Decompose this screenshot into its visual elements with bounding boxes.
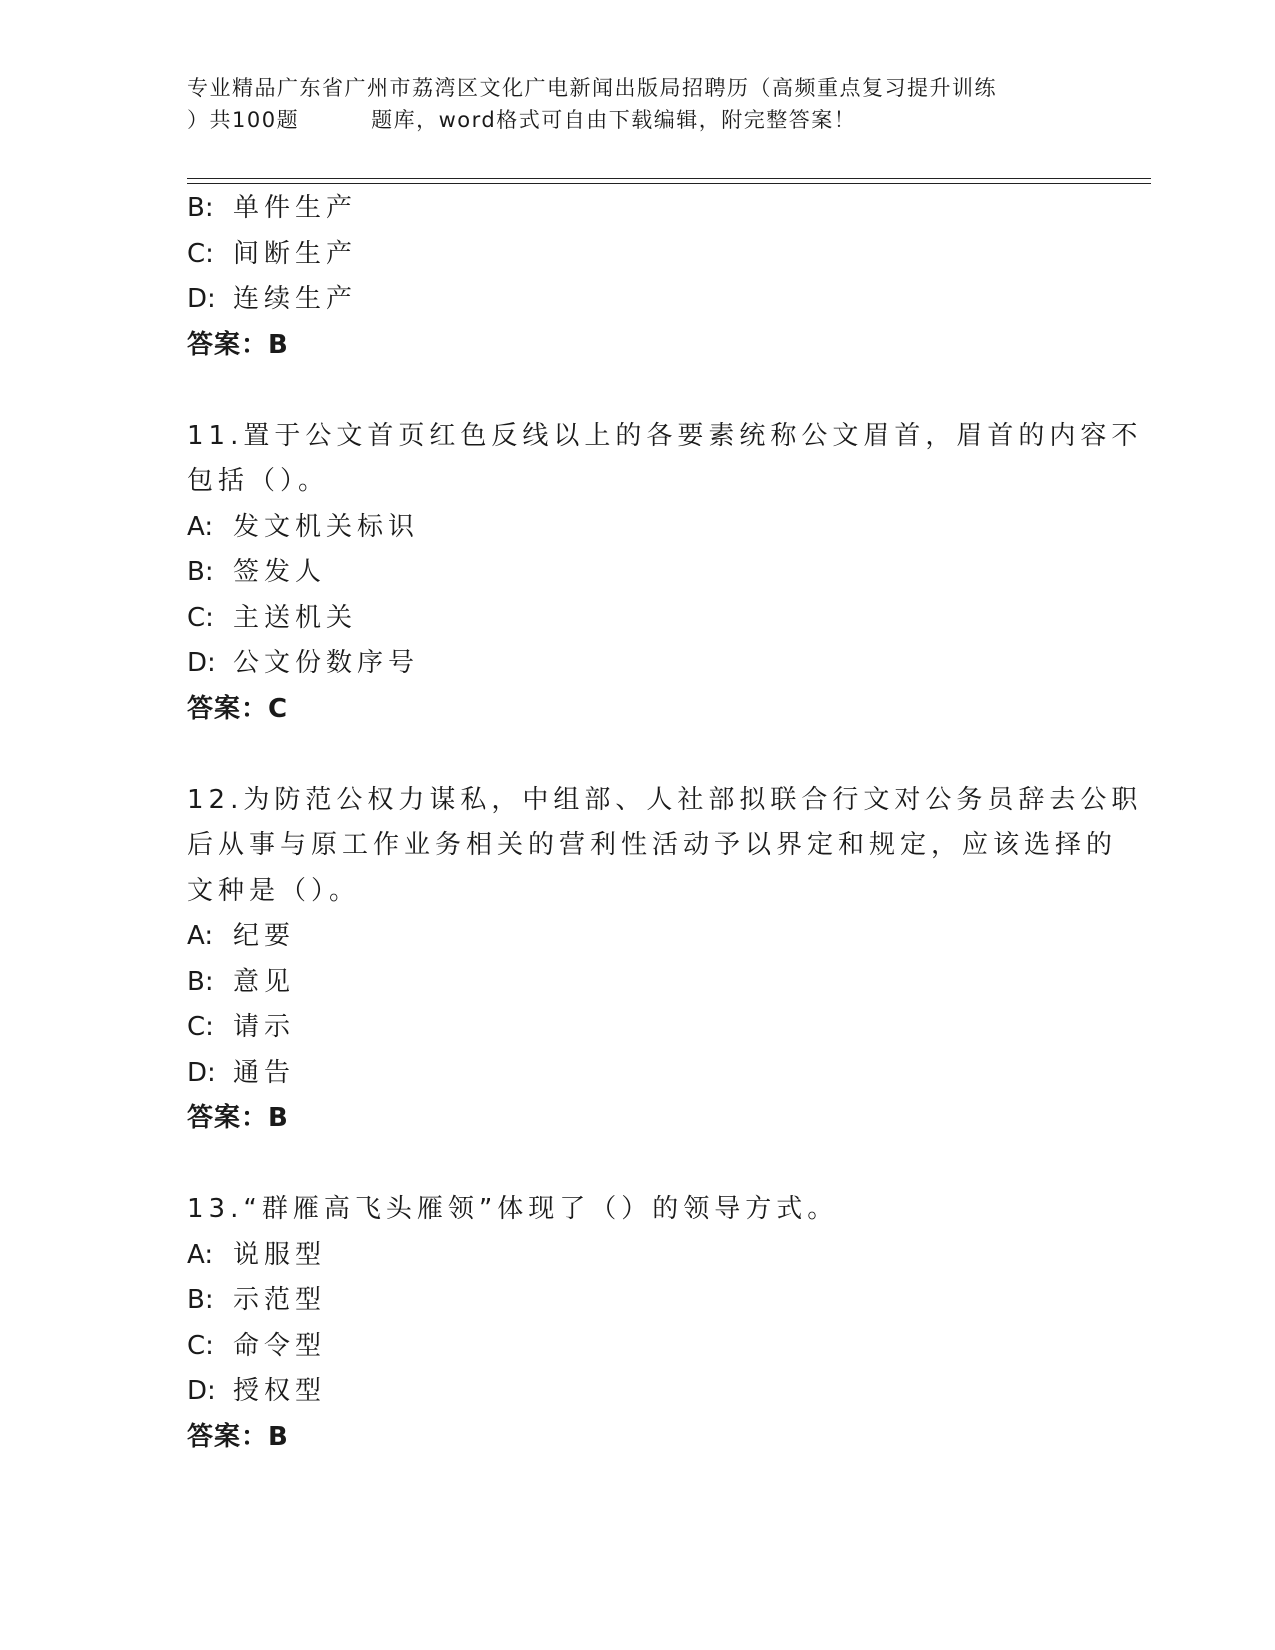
spacer [187, 368, 1087, 414]
question-block-13 [187, 1187, 1087, 1460]
option-key: B: [187, 1285, 214, 1315]
question-stem-line: 11.置于公文首页红色反线以上的各要素统称公文眉首，眉首的内容不 [187, 420, 1143, 451]
option-key: B: [187, 966, 214, 997]
option-text: 通告 [233, 1057, 296, 1088]
option-line [187, 914, 1087, 960]
option-text: 单件生产 [233, 193, 358, 223]
option-text: 主送机关 [233, 602, 358, 633]
option-line [187, 232, 1087, 278]
question-stem-line: 后从事与原工作业务相关的营利性活动予以界定和规定，应该选择的 [187, 830, 1118, 860]
option-key: B: [187, 193, 214, 223]
option-line [187, 1278, 1087, 1324]
option-text: 示范型 [233, 1285, 327, 1315]
header-divider-top [187, 178, 1151, 179]
option-text: 公文份数序号 [233, 648, 420, 678]
option-key: D: [187, 648, 216, 678]
header-divider-bottom [187, 183, 1151, 184]
question-block-11 [187, 414, 1143, 733]
option-key: D: [187, 1057, 216, 1088]
question-stem-line: 文种是（）。 [187, 875, 361, 906]
document-header [187, 72, 1087, 136]
option-line [187, 1051, 1087, 1097]
spacer [187, 1142, 1087, 1188]
option-key: A: [187, 921, 214, 951]
option-line [187, 1369, 1087, 1415]
question-block-prev [187, 186, 1087, 368]
answer-line: 答案：B [187, 1421, 289, 1452]
question-stem-line: 包括（）。 [187, 466, 330, 496]
header-title-line2 [187, 104, 1087, 136]
option-key: A: [187, 1239, 214, 1270]
header-title-line1: 专业精品广东省广州市荔湾区文化广电新闻出版局招聘历（高频重点复习提升训练 [187, 76, 997, 100]
option-key: C: [187, 1012, 214, 1042]
question-block-12 [187, 778, 1143, 1142]
option-key: D: [187, 1376, 216, 1406]
question-stem-line: 12.为防范公权力谋私，中组部、人社部拟联合行文对公务员辞去公职 [187, 784, 1143, 815]
option-line [187, 1324, 1087, 1370]
answer-line: 答案：B [187, 1103, 289, 1133]
option-key: B: [187, 557, 214, 587]
spacer [187, 732, 1087, 778]
option-text: 连续生产 [233, 284, 358, 314]
option-key: C: [187, 602, 214, 633]
option-text: 发文机关标识 [233, 511, 420, 542]
option-text: 说服型 [233, 1239, 327, 1270]
question-stem-line: 13.“群雁高飞头雁领”体现了（）的领导方式。 [187, 1194, 839, 1224]
option-text: 签发人 [233, 557, 327, 587]
option-key: C: [187, 238, 214, 269]
answer-line: 答案：C [187, 693, 289, 724]
option-text: 间断生产 [233, 238, 358, 269]
answer-line: 答案：B [187, 329, 289, 360]
option-line [187, 1005, 1087, 1051]
option-key: C: [187, 1330, 214, 1361]
option-line [187, 960, 1087, 1006]
option-text: 命令型 [233, 1330, 327, 1361]
header-title-part-b: 题库，word格式可自由下载编辑，附完整答案！ [371, 108, 857, 132]
option-line [187, 505, 1087, 551]
option-key: D: [187, 284, 216, 314]
option-line [187, 1233, 1087, 1279]
header-title-part-a: ）共100题 [187, 108, 300, 132]
option-text: 请示 [233, 1012, 296, 1042]
question-list [187, 186, 1143, 1460]
option-line [187, 277, 1087, 323]
option-line [187, 596, 1087, 642]
option-line [187, 186, 1087, 232]
option-line [187, 641, 1087, 687]
option-key: A: [187, 511, 214, 542]
option-text: 意见 [233, 966, 296, 997]
option-text: 授权型 [233, 1376, 327, 1406]
option-text: 纪要 [233, 921, 296, 951]
option-line [187, 550, 1087, 596]
